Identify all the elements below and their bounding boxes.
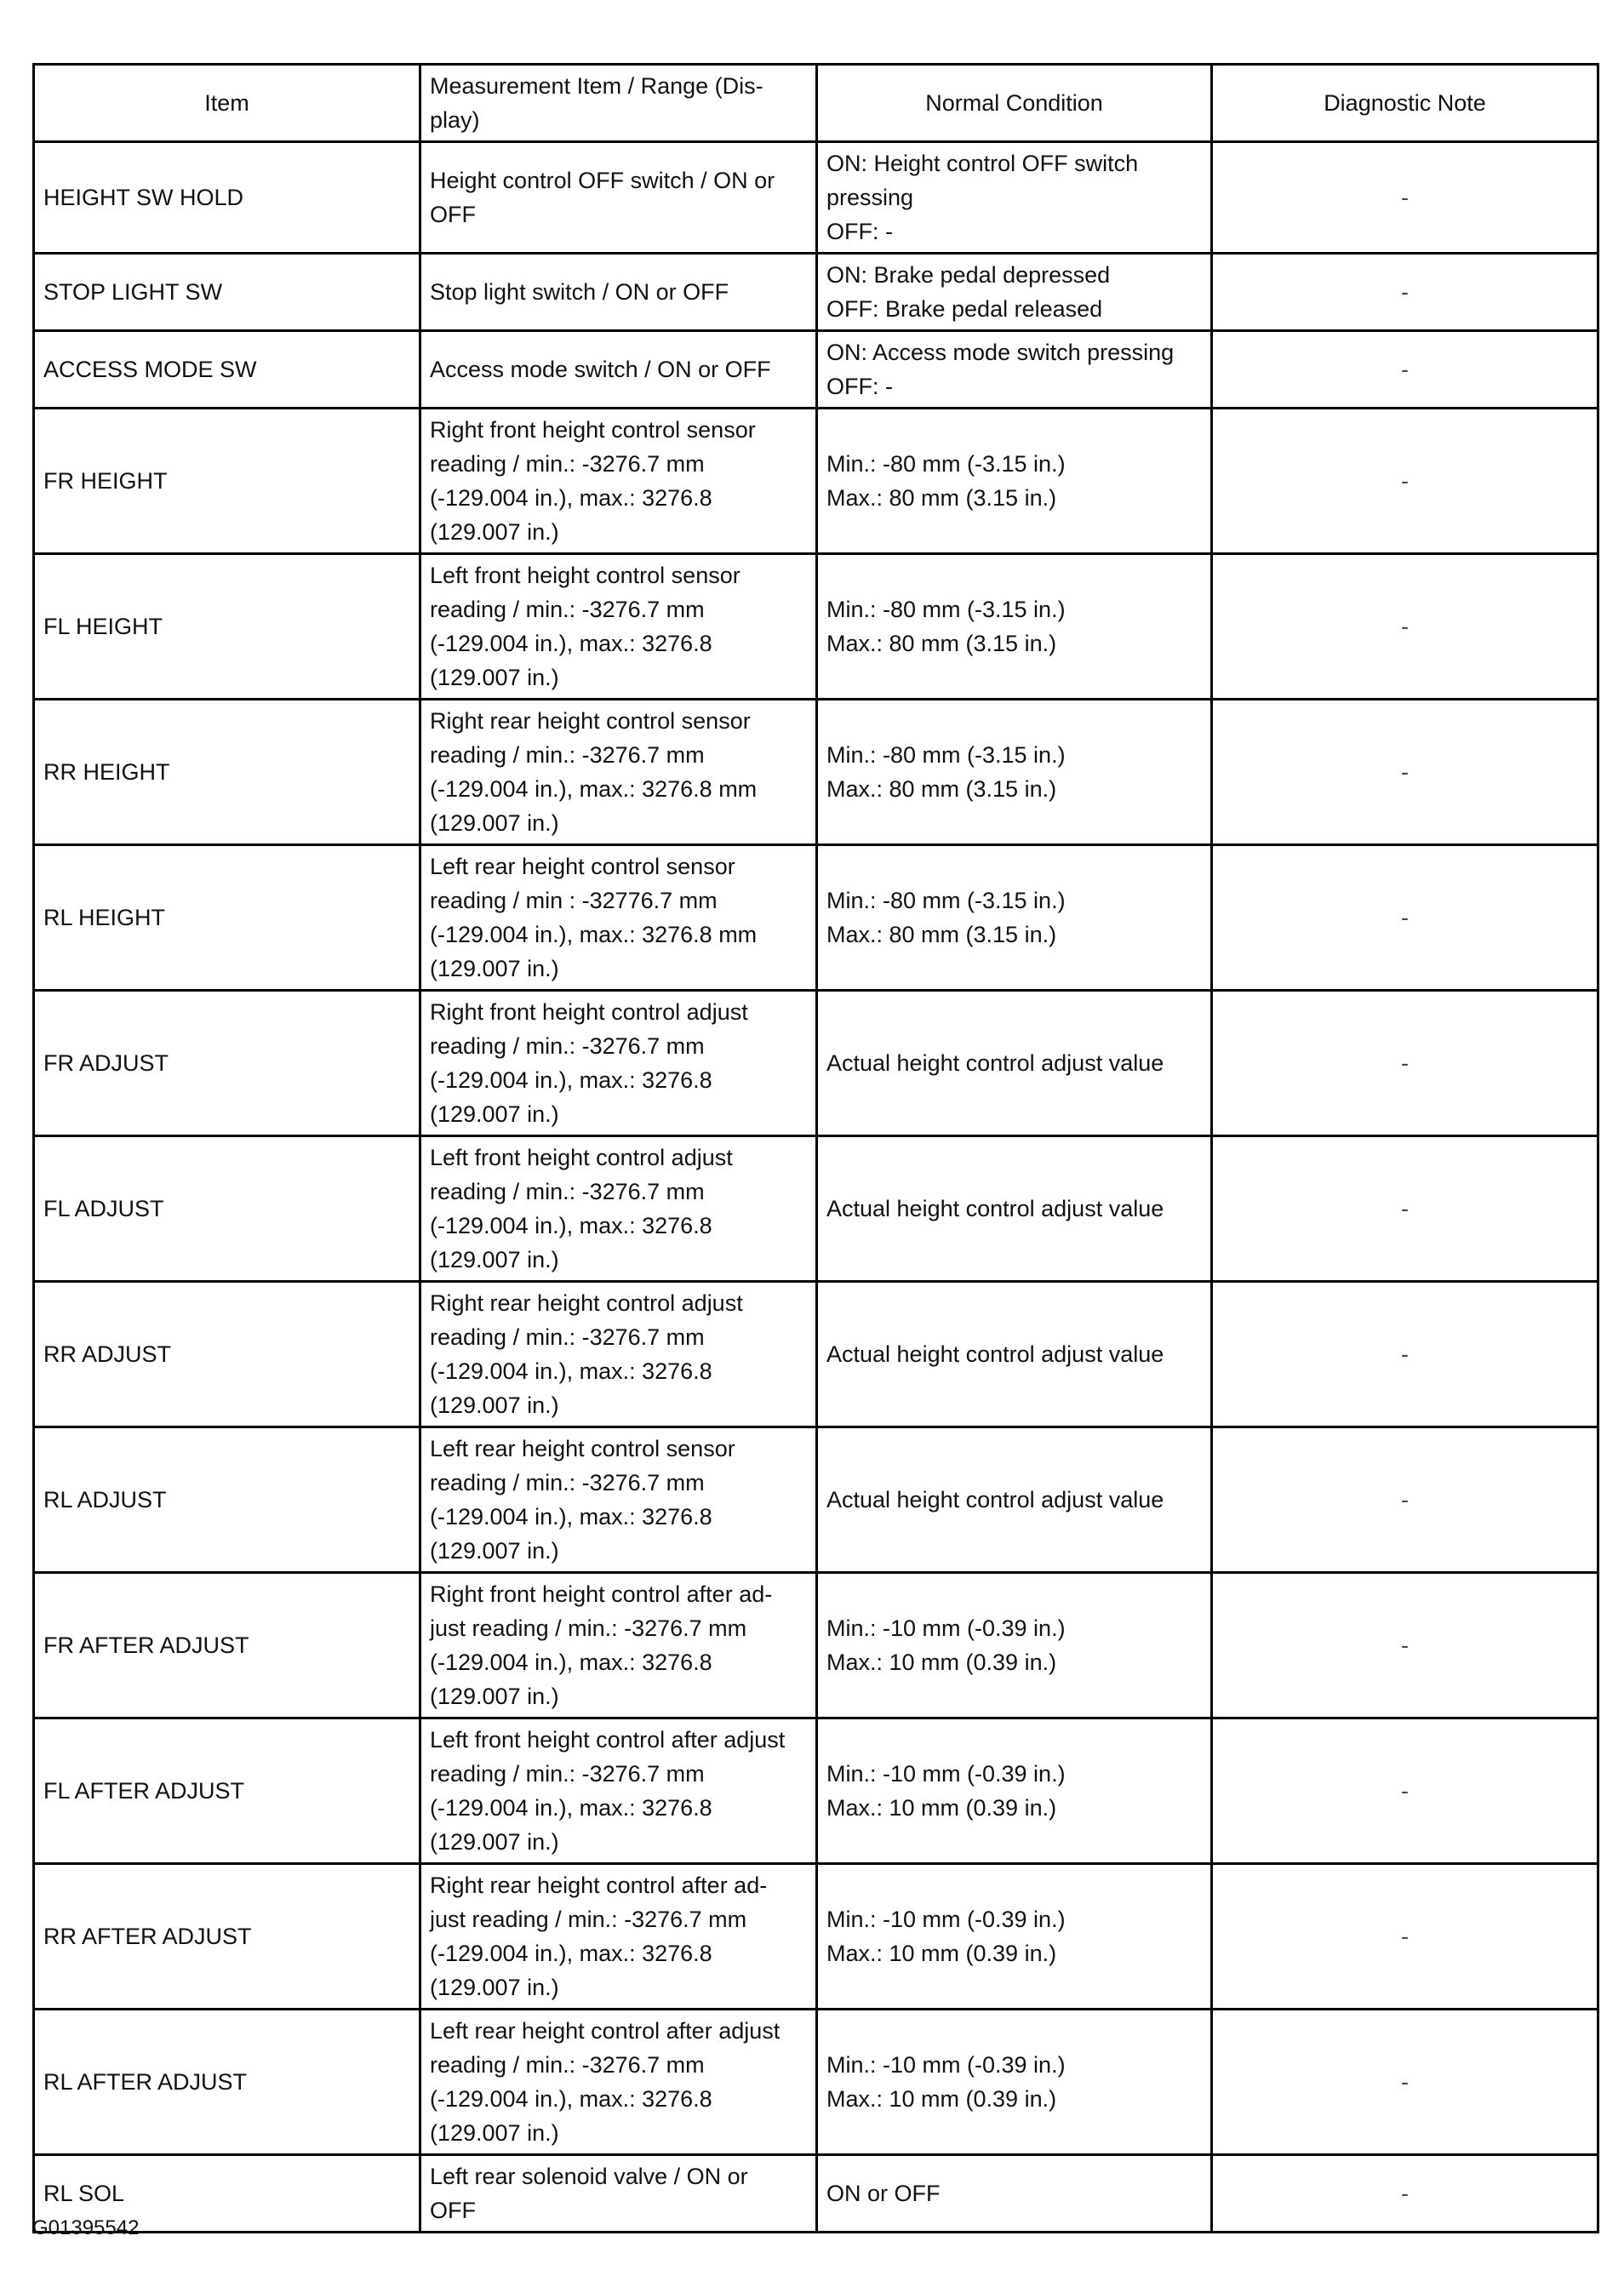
table-body — [34, 142, 1598, 2233]
measurement-line: (129.007 in.) — [430, 1684, 559, 1709]
normal-condition-line: ON: Access mode switch pressing — [826, 340, 1175, 365]
cell-diagnostic-note: - — [1212, 700, 1598, 845]
measurement-line: Right rear height control sensor — [430, 708, 751, 734]
measurement-line: (-129.004 in.), max.: 3276.8 — [430, 1067, 712, 1093]
figure-code: G01395542 — [32, 2216, 140, 2239]
measurement-line: (-129.004 in.), max.: 3276.8 mm — [430, 922, 758, 947]
normal-condition-line: OFF: - — [826, 374, 893, 399]
measurement-line: (-129.004 in.), max.: 3276.8 — [430, 1358, 712, 1384]
measurement-line: (129.007 in.) — [430, 519, 559, 545]
measurement-line: (129.007 in.) — [430, 2120, 559, 2146]
measurement-line: just reading / min.: -3276.7 mm — [430, 1907, 747, 1932]
cell-item: RR AFTER ADJUST — [34, 1864, 420, 2010]
measurement-line: Right front height control after ad- — [430, 1581, 773, 1607]
cell-normal-condition — [817, 142, 1212, 254]
cell-item: FR ADJUST — [34, 991, 420, 1136]
normal-condition-line: Min.: -80 mm (-3.15 in.) — [826, 742, 1066, 768]
measurement-line: Left front height control sensor — [430, 563, 741, 588]
measurement-line: reading / min : -32776.7 mm — [430, 888, 718, 913]
measurement-line: (129.007 in.) — [430, 1247, 559, 1272]
normal-condition-line: Min.: -10 mm (-0.39 in.) — [826, 1615, 1066, 1641]
cell-measurement — [420, 1282, 817, 1427]
measurement-line: Left rear solenoid valve / ON or — [430, 2164, 748, 2189]
cell-normal-condition — [817, 1718, 1212, 1864]
measurement-line: Left front height control adjust — [430, 1145, 733, 1170]
cell-diagnostic-note: - — [1212, 1136, 1598, 1282]
cell-diagnostic-note: - — [1212, 1718, 1598, 1864]
measurement-line: reading / min.: -3276.7 mm — [430, 451, 705, 477]
measurement-line: (129.007 in.) — [430, 1829, 559, 1855]
header-diagnostic-note: Diagnostic Note — [1212, 65, 1598, 142]
measurement-line: (129.007 in.) — [430, 1538, 559, 1564]
cell-normal-condition — [817, 1427, 1212, 1573]
normal-condition-line: ON: Height control OFF switch — [826, 151, 1139, 176]
cell-measurement — [420, 554, 817, 700]
normal-condition-line: Actual height control adjust value — [826, 1196, 1164, 1221]
measurement-line: Right rear height control after ad- — [430, 1873, 768, 1898]
table-row — [34, 1718, 1598, 1864]
cell-measurement — [420, 1864, 817, 2010]
cell-measurement — [420, 2010, 817, 2155]
measurement-line: (129.007 in.) — [430, 1392, 559, 1418]
normal-condition-line: Min.: -10 mm (-0.39 in.) — [826, 1907, 1066, 1932]
cell-item: HEIGHT SW HOLD — [34, 142, 420, 254]
normal-condition-line: Max.: 10 mm (0.39 in.) — [826, 1795, 1057, 1821]
cell-measurement — [420, 1136, 817, 1282]
cell-measurement — [420, 409, 817, 554]
measurement-line: just reading / min.: -3276.7 mm — [430, 1615, 747, 1641]
measurement-line: reading / min.: -3276.7 mm — [430, 597, 705, 622]
cell-normal-condition — [817, 409, 1212, 554]
measurement-line: reading / min.: -3276.7 mm — [430, 2052, 705, 2078]
measurement-line: Left front height control after adjust — [430, 1727, 786, 1753]
cell-item: FR HEIGHT — [34, 409, 420, 554]
cell-item: RL HEIGHT — [34, 845, 420, 991]
cell-item: RR ADJUST — [34, 1282, 420, 1427]
table-row — [34, 1573, 1598, 1718]
cell-normal-condition — [817, 991, 1212, 1136]
measurement-line: reading / min.: -3276.7 mm — [430, 742, 705, 768]
cell-normal-condition — [817, 1864, 1212, 2010]
cell-measurement — [420, 991, 817, 1136]
cell-normal-condition — [817, 554, 1212, 700]
cell-measurement — [420, 700, 817, 845]
measurement-line: reading / min.: -3276.7 mm — [430, 1761, 705, 1787]
measurement-line: (129.007 in.) — [430, 810, 559, 836]
measurement-line: (-129.004 in.), max.: 3276.8 mm — [430, 776, 758, 802]
measurement-line: (-129.004 in.), max.: 3276.8 — [430, 485, 712, 511]
cell-normal-condition — [817, 1282, 1212, 1427]
cell-item: RL ADJUST — [34, 1427, 420, 1573]
cell-diagnostic-note: - — [1212, 2010, 1598, 2155]
normal-condition-line: Actual height control adjust value — [826, 1341, 1164, 1367]
cell-normal-condition — [817, 700, 1212, 845]
measurement-line: Right front height control adjust — [430, 999, 748, 1025]
measurement-line: OFF — [430, 202, 476, 227]
header-measurement — [420, 65, 817, 142]
cell-item: STOP LIGHT SW — [34, 254, 420, 331]
normal-condition-line: Actual height control adjust value — [826, 1050, 1164, 1076]
table-row — [34, 409, 1598, 554]
measurement-line: (-129.004 in.), max.: 3276.8 — [430, 2086, 712, 2112]
normal-condition-line: OFF: Brake pedal released — [826, 296, 1103, 322]
table-row — [34, 142, 1598, 254]
cell-diagnostic-note: - — [1212, 254, 1598, 331]
normal-condition-line: OFF: - — [826, 219, 893, 244]
cell-normal-condition — [817, 331, 1212, 409]
cell-diagnostic-note: - — [1212, 1427, 1598, 1573]
normal-condition-line: Min.: -10 mm (-0.39 in.) — [826, 2052, 1066, 2078]
cell-measurement — [420, 1573, 817, 1718]
normal-condition-line: Min.: -80 mm (-3.15 in.) — [826, 451, 1066, 477]
measurement-line: Access mode switch / ON or OFF — [430, 357, 771, 382]
cell-diagnostic-note: - — [1212, 845, 1598, 991]
header-item: Item — [34, 65, 420, 142]
measurement-line: (-129.004 in.), max.: 3276.8 — [430, 1504, 712, 1530]
measurement-line: Stop light switch / ON or OFF — [430, 279, 729, 305]
table-row — [34, 254, 1598, 331]
table-row — [34, 991, 1598, 1136]
table-row — [34, 845, 1598, 991]
normal-condition-line: Min.: -10 mm (-0.39 in.) — [826, 1761, 1066, 1787]
cell-diagnostic-note: - — [1212, 1282, 1598, 1427]
table-row — [34, 331, 1598, 409]
normal-condition-line: Max.: 80 mm (3.15 in.) — [826, 922, 1057, 947]
measurement-line: (-129.004 in.), max.: 3276.8 — [430, 1213, 712, 1238]
cell-item: FL HEIGHT — [34, 554, 420, 700]
data-list-table — [32, 63, 1599, 2233]
cell-diagnostic-note: - — [1212, 331, 1598, 409]
measurement-line: (-129.004 in.), max.: 3276.8 — [430, 631, 712, 656]
table-row — [34, 1427, 1598, 1573]
measurement-line: (-129.004 in.), max.: 3276.8 — [430, 1650, 712, 1675]
normal-condition-line: Max.: 80 mm (3.15 in.) — [826, 631, 1057, 656]
normal-condition-line: Max.: 10 mm (0.39 in.) — [826, 1650, 1057, 1675]
table-row — [34, 1282, 1598, 1427]
table-row — [34, 554, 1598, 700]
cell-item: FR AFTER ADJUST — [34, 1573, 420, 1718]
normal-condition-line: Min.: -80 mm (-3.15 in.) — [826, 597, 1066, 622]
measurement-line: Left rear height control sensor — [430, 1436, 735, 1461]
measurement-line: (-129.004 in.), max.: 3276.8 — [430, 1941, 712, 1966]
header-normal-condition: Normal Condition — [817, 65, 1212, 142]
normal-condition-line: Min.: -80 mm (-3.15 in.) — [826, 888, 1066, 913]
measurement-line: (-129.004 in.), max.: 3276.8 — [430, 1795, 712, 1821]
measurement-line: (129.007 in.) — [430, 956, 559, 981]
cell-diagnostic-note: - — [1212, 1864, 1598, 2010]
normal-condition-line: Max.: 10 mm (0.39 in.) — [826, 1941, 1057, 1966]
measurement-line: Left rear height control after adjust — [430, 2018, 781, 2044]
cell-measurement — [420, 331, 817, 409]
normal-condition-line: ON or OFF — [826, 2181, 941, 2206]
cell-measurement — [420, 1718, 817, 1864]
measurement-line: (129.007 in.) — [430, 665, 559, 690]
cell-diagnostic-note: - — [1212, 554, 1598, 700]
table-row — [34, 1136, 1598, 1282]
cell-normal-condition — [817, 845, 1212, 991]
measurement-line: (129.007 in.) — [430, 1101, 559, 1127]
cell-diagnostic-note: - — [1212, 1573, 1598, 1718]
cell-item: RR HEIGHT — [34, 700, 420, 845]
cell-item: RL AFTER ADJUST — [34, 2010, 420, 2155]
measurement-line: reading / min.: -3276.7 mm — [430, 1324, 705, 1350]
measurement-line: reading / min.: -3276.7 mm — [430, 1470, 705, 1495]
cell-item: FL AFTER ADJUST — [34, 1718, 420, 1864]
measurement-line: Right front height control sensor — [430, 417, 756, 443]
cell-diagnostic-note: - — [1212, 2155, 1598, 2233]
table-row — [34, 2155, 1598, 2233]
diagnostic-table-sheet — [32, 63, 1597, 2233]
normal-condition-line: Max.: 80 mm (3.15 in.) — [826, 776, 1057, 802]
normal-condition-line: pressing — [826, 185, 914, 210]
measurement-line: OFF — [430, 2198, 476, 2223]
header-measurement-line: Measurement Item / Range (Dis- — [430, 73, 763, 99]
measurement-line: Right rear height control adjust — [430, 1290, 743, 1316]
cell-measurement — [420, 1427, 817, 1573]
cell-item: FL ADJUST — [34, 1136, 420, 1282]
table-header-row — [34, 65, 1598, 142]
cell-item: ACCESS MODE SW — [34, 331, 420, 409]
table-row — [34, 2010, 1598, 2155]
cell-diagnostic-note: - — [1212, 991, 1598, 1136]
measurement-line: reading / min.: -3276.7 mm — [430, 1033, 705, 1059]
table-row — [34, 1864, 1598, 2010]
cell-normal-condition — [817, 2010, 1212, 2155]
cell-normal-condition — [817, 1573, 1212, 1718]
cell-item: RL SOL — [34, 2155, 420, 2233]
table-row — [34, 700, 1598, 845]
normal-condition-line: Max.: 10 mm (0.39 in.) — [826, 2086, 1057, 2112]
cell-diagnostic-note: - — [1212, 142, 1598, 254]
cell-diagnostic-note: - — [1212, 409, 1598, 554]
cell-measurement — [420, 254, 817, 331]
cell-normal-condition — [817, 2155, 1212, 2233]
measurement-line: (129.007 in.) — [430, 1975, 559, 2000]
cell-normal-condition — [817, 1136, 1212, 1282]
cell-measurement — [420, 845, 817, 991]
normal-condition-line: ON: Brake pedal depressed — [826, 262, 1111, 288]
cell-measurement — [420, 2155, 817, 2233]
normal-condition-line: Actual height control adjust value — [826, 1487, 1164, 1512]
cell-normal-condition — [817, 254, 1212, 331]
measurement-line: reading / min.: -3276.7 mm — [430, 1179, 705, 1204]
measurement-line: Left rear height control sensor — [430, 854, 735, 879]
cell-measurement — [420, 142, 817, 254]
normal-condition-line: Max.: 80 mm (3.15 in.) — [826, 485, 1057, 511]
measurement-line: Height control OFF switch / ON or — [430, 168, 775, 193]
header-measurement-line: play) — [430, 107, 480, 133]
